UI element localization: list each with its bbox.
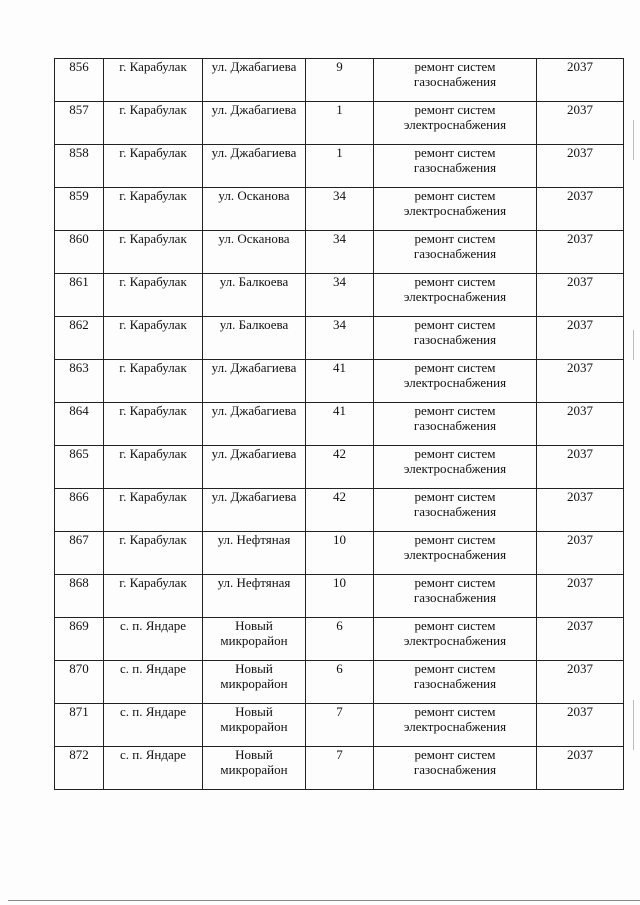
street-cell-text: ул. Джабагиева (211, 489, 297, 504)
row-number-text: 870 (69, 661, 89, 676)
house-number-cell (306, 145, 374, 188)
work-type-cell-text: ремонт систем (414, 274, 496, 289)
work-type-cell (374, 446, 537, 489)
work-type-cell-text: газоснабжения (413, 160, 497, 175)
year-cell (537, 403, 624, 446)
row-number-text: 868 (69, 575, 89, 590)
year-cell-text: 2037 (567, 360, 593, 375)
year-cell (537, 446, 624, 489)
settlement-cell (104, 489, 203, 532)
row-number (55, 231, 104, 274)
table-row (55, 489, 624, 532)
street-cell-text: ул. Осканова (218, 231, 290, 246)
year-cell-text: 2037 (567, 317, 593, 332)
street-cell-text: Новый (235, 747, 273, 762)
house-number-cell-text: 34 (333, 188, 346, 203)
row-number-text: 861 (69, 274, 89, 289)
table-row (55, 618, 624, 661)
house-number-cell (306, 747, 374, 790)
street-cell-text: Новый (235, 661, 273, 676)
settlement-cell-text: г. Карабулак (119, 188, 187, 203)
work-type-cell-text: ремонт систем (414, 59, 496, 74)
year-cell-text: 2037 (567, 747, 593, 762)
street-cell-text: ул. Нефтяная (217, 575, 291, 590)
year-cell-text: 2037 (567, 704, 593, 719)
repair-schedule-table (54, 58, 624, 790)
settlement-cell-text: с. п. Яндаре (119, 618, 186, 633)
settlement-cell-text: г. Карабулак (119, 317, 187, 332)
row-number (55, 618, 104, 661)
house-number-cell-text: 10 (333, 532, 346, 547)
house-number-cell-text: 34 (333, 317, 346, 332)
street-cell (203, 532, 306, 575)
street-cell-text: микрорайон (220, 762, 288, 777)
settlement-cell-text: г. Карабулак (119, 102, 187, 117)
row-number-text: 869 (69, 618, 89, 633)
street-cell (203, 403, 306, 446)
work-type-cell (374, 575, 537, 618)
settlement-cell-text: с. п. Яндаре (119, 704, 186, 719)
table-row (55, 661, 624, 704)
street-cell-text: ул. Джабагиева (211, 446, 297, 461)
work-type-cell-text: газоснабжения (413, 590, 497, 605)
street-cell (203, 489, 306, 532)
work-type-cell-text: ремонт систем (414, 360, 496, 375)
work-type-cell-text: газоснабжения (413, 504, 497, 519)
house-number-cell (306, 360, 374, 403)
settlement-cell (104, 403, 203, 446)
year-cell-text: 2037 (567, 446, 593, 461)
house-number-cell-text: 1 (336, 102, 343, 117)
work-type-cell-text: ремонт систем (414, 532, 496, 547)
year-cell-text: 2037 (567, 102, 593, 117)
house-number-cell (306, 575, 374, 618)
table-row (55, 231, 624, 274)
settlement-cell (104, 532, 203, 575)
row-number-text: 856 (69, 59, 89, 74)
settlement-cell-text: г. Карабулак (119, 360, 187, 375)
row-number (55, 145, 104, 188)
table-row (55, 145, 624, 188)
row-number (55, 317, 104, 360)
settlement-cell (104, 661, 203, 704)
settlement-cell (104, 188, 203, 231)
row-number (55, 403, 104, 446)
street-cell-text: ул. Джабагиева (211, 360, 297, 375)
house-number-cell (306, 403, 374, 446)
work-type-cell-text: ремонт систем (414, 188, 496, 203)
house-number-cell (306, 317, 374, 360)
row-number-text: 858 (69, 145, 89, 160)
year-cell-text: 2037 (567, 532, 593, 547)
year-cell-text: 2037 (567, 231, 593, 246)
year-cell (537, 704, 624, 747)
year-cell (537, 231, 624, 274)
year-cell-text: 2037 (567, 618, 593, 633)
street-cell-text: ул. Нефтяная (217, 532, 291, 547)
row-number-text: 867 (69, 532, 89, 547)
year-cell (537, 59, 624, 102)
work-type-cell-text: газоснабжения (413, 676, 497, 691)
house-number-cell-text: 7 (336, 747, 343, 762)
work-type-cell (374, 188, 537, 231)
work-type-cell-text: электроснабжения (403, 117, 507, 132)
row-number (55, 575, 104, 618)
year-cell-text: 2037 (567, 188, 593, 203)
year-cell-text: 2037 (567, 575, 593, 590)
house-number-cell-text: 41 (333, 403, 346, 418)
street-cell (203, 102, 306, 145)
settlement-cell-text: г. Карабулак (119, 403, 187, 418)
house-number-cell (306, 661, 374, 704)
street-cell (203, 274, 306, 317)
work-type-cell-text: газоснабжения (413, 332, 497, 347)
work-type-cell-text: электроснабжения (403, 203, 507, 218)
settlement-cell-text: г. Карабулак (119, 532, 187, 547)
work-type-cell-text: ремонт систем (414, 575, 496, 590)
work-type-cell-text: электроснабжения (403, 375, 507, 390)
work-type-cell (374, 403, 537, 446)
row-number (55, 188, 104, 231)
row-number (55, 274, 104, 317)
table-row (55, 704, 624, 747)
table-row (55, 747, 624, 790)
settlement-cell-text: г. Карабулак (119, 274, 187, 289)
year-cell (537, 489, 624, 532)
page-bottom-line (8, 900, 640, 901)
table-row (55, 360, 624, 403)
row-number-text: 872 (69, 747, 89, 762)
row-number (55, 532, 104, 575)
house-number-cell (306, 188, 374, 231)
work-type-cell (374, 532, 537, 575)
scan-edge-mark (633, 700, 634, 750)
house-number-cell (306, 618, 374, 661)
street-cell (203, 59, 306, 102)
house-number-cell-text: 9 (336, 59, 343, 74)
street-cell-text: Новый (235, 704, 273, 719)
row-number-text: 864 (69, 403, 89, 418)
year-cell (537, 618, 624, 661)
settlement-cell-text: г. Карабулак (119, 145, 187, 160)
row-number-text: 859 (69, 188, 89, 203)
work-type-cell-text: газоснабжения (413, 246, 497, 261)
work-type-cell (374, 317, 537, 360)
house-number-cell-text: 34 (333, 274, 346, 289)
year-cell (537, 317, 624, 360)
settlement-cell (104, 317, 203, 360)
street-cell (203, 618, 306, 661)
settlement-cell (104, 747, 203, 790)
scan-edge-mark (633, 120, 634, 160)
house-number-cell (306, 274, 374, 317)
street-cell-text: ул. Джабагиева (211, 403, 297, 418)
street-cell-text: микрорайон (220, 719, 288, 734)
work-type-cell-text: ремонт систем (414, 618, 496, 633)
house-number-cell-text: 34 (333, 231, 346, 246)
house-number-cell-text: 10 (333, 575, 346, 590)
house-number-cell (306, 489, 374, 532)
row-number-text: 860 (69, 231, 89, 246)
settlement-cell (104, 274, 203, 317)
street-cell (203, 704, 306, 747)
year-cell (537, 102, 624, 145)
house-number-cell (306, 704, 374, 747)
settlement-cell-text: г. Карабулак (119, 446, 187, 461)
work-type-cell (374, 704, 537, 747)
work-type-cell-text: ремонт систем (414, 403, 496, 418)
row-number-text: 865 (69, 446, 89, 461)
table-row (55, 102, 624, 145)
table-row (55, 532, 624, 575)
house-number-cell-text: 6 (336, 618, 343, 633)
settlement-cell-text: г. Карабулак (119, 231, 187, 246)
settlement-cell-text: г. Карабулак (119, 489, 187, 504)
work-type-cell-text: газоснабжения (413, 762, 497, 777)
row-number-text: 871 (69, 704, 89, 719)
work-type-cell-text: ремонт систем (414, 489, 496, 504)
street-cell (203, 661, 306, 704)
table-row (55, 274, 624, 317)
house-number-cell-text: 7 (336, 704, 343, 719)
table-row (55, 403, 624, 446)
year-cell-text: 2037 (567, 403, 593, 418)
work-type-cell-text: электроснабжения (403, 633, 507, 648)
street-cell-text: микрорайон (220, 676, 288, 691)
house-number-cell-text: 6 (336, 661, 343, 676)
row-number (55, 59, 104, 102)
row-number (55, 704, 104, 747)
year-cell-text: 2037 (567, 489, 593, 504)
work-type-cell (374, 360, 537, 403)
work-type-cell-text: ремонт систем (414, 102, 496, 117)
year-cell (537, 661, 624, 704)
year-cell (537, 747, 624, 790)
street-cell (203, 575, 306, 618)
work-type-cell-text: электроснабжения (403, 289, 507, 304)
work-type-cell (374, 618, 537, 661)
settlement-cell-text: г. Карабулак (119, 575, 187, 590)
work-type-cell-text: ремонт систем (414, 317, 496, 332)
work-type-cell (374, 747, 537, 790)
table-row (55, 446, 624, 489)
work-type-cell (374, 102, 537, 145)
year-cell-text: 2037 (567, 274, 593, 289)
work-type-cell-text: электроснабжения (403, 547, 507, 562)
work-type-cell (374, 489, 537, 532)
settlement-cell (104, 704, 203, 747)
settlement-cell (104, 59, 203, 102)
year-cell (537, 532, 624, 575)
street-cell (203, 317, 306, 360)
house-number-cell-text: 41 (333, 360, 346, 375)
year-cell (537, 274, 624, 317)
house-number-cell-text: 1 (336, 145, 343, 160)
street-cell-text: ул. Джабагиева (211, 102, 297, 117)
street-cell (203, 231, 306, 274)
settlement-cell (104, 360, 203, 403)
house-number-cell (306, 532, 374, 575)
work-type-cell-text: ремонт систем (414, 231, 496, 246)
street-cell (203, 747, 306, 790)
house-number-cell (306, 446, 374, 489)
street-cell-text: ул. Балкоева (219, 274, 289, 289)
row-number (55, 102, 104, 145)
row-number-text: 866 (69, 489, 89, 504)
street-cell (203, 360, 306, 403)
row-number (55, 661, 104, 704)
work-type-cell-text: газоснабжения (413, 418, 497, 433)
table-row (55, 59, 624, 102)
house-number-cell (306, 231, 374, 274)
street-cell-text: ул. Осканова (218, 188, 290, 203)
work-type-cell-text: ремонт систем (414, 747, 496, 762)
row-number (55, 360, 104, 403)
street-cell-text: микрорайон (220, 633, 288, 648)
table-row (55, 188, 624, 231)
settlement-cell (104, 231, 203, 274)
house-number-cell (306, 102, 374, 145)
settlement-cell-text: г. Карабулак (119, 59, 187, 74)
year-cell (537, 575, 624, 618)
settlement-cell (104, 575, 203, 618)
year-cell-text: 2037 (567, 145, 593, 160)
settlement-cell (104, 145, 203, 188)
work-type-cell-text: газоснабжения (413, 74, 497, 89)
street-cell-text: Новый (235, 618, 273, 633)
house-number-cell-text: 42 (333, 446, 346, 461)
row-number (55, 489, 104, 532)
house-number-cell (306, 59, 374, 102)
work-type-cell-text: ремонт систем (414, 446, 496, 461)
row-number (55, 446, 104, 489)
year-cell-text: 2037 (567, 59, 593, 74)
year-cell-text: 2037 (567, 661, 593, 676)
street-cell-text: ул. Джабагиева (211, 145, 297, 160)
settlement-cell (104, 446, 203, 489)
table-row (55, 575, 624, 618)
house-number-cell-text: 42 (333, 489, 346, 504)
table-body (55, 59, 624, 790)
work-type-cell (374, 59, 537, 102)
work-type-cell-text: ремонт систем (414, 704, 496, 719)
street-cell (203, 446, 306, 489)
year-cell (537, 360, 624, 403)
work-type-cell-text: ремонт систем (414, 145, 496, 160)
street-cell (203, 145, 306, 188)
street-cell (203, 188, 306, 231)
work-type-cell-text: электроснабжения (403, 719, 507, 734)
work-type-cell (374, 661, 537, 704)
row-number-text: 857 (69, 102, 89, 117)
row-number-text: 862 (69, 317, 89, 332)
row-number (55, 747, 104, 790)
settlement-cell (104, 618, 203, 661)
settlement-cell-text: с. п. Яндаре (119, 747, 186, 762)
work-type-cell (374, 274, 537, 317)
work-type-cell (374, 145, 537, 188)
settlement-cell (104, 102, 203, 145)
scan-edge-mark (633, 330, 634, 360)
street-cell-text: ул. Балкоева (219, 317, 289, 332)
table-row (55, 317, 624, 360)
work-type-cell-text: электроснабжения (403, 461, 507, 476)
settlement-cell-text: с. п. Яндаре (119, 661, 186, 676)
row-number-text: 863 (69, 360, 89, 375)
year-cell (537, 145, 624, 188)
year-cell (537, 188, 624, 231)
street-cell-text: ул. Джабагиева (211, 59, 297, 74)
work-type-cell (374, 231, 537, 274)
work-type-cell-text: ремонт систем (414, 661, 496, 676)
